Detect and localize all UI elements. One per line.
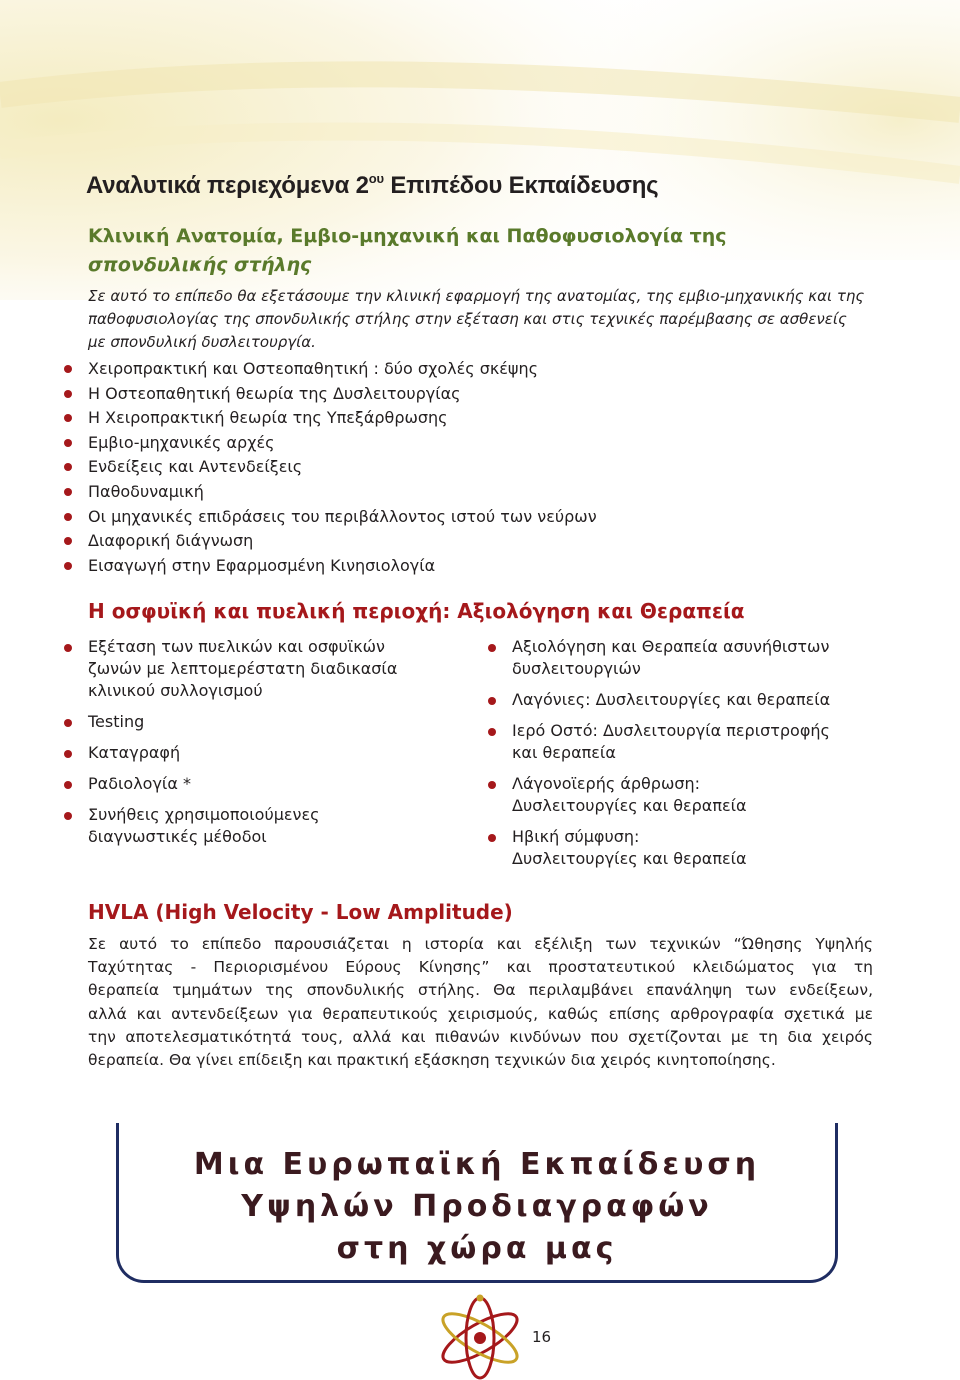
section-title-lumbar-pelvic: Η οσφυϊκή και πυελική περιοχή: Αξιολόγηση και Θεραπεία — [88, 599, 745, 623]
list-item: Ιερό Οστό: Δυσλειτουργία περιστροφής και θεραπεία — [488, 720, 908, 764]
section-intro: Σε αυτό το επίπεδο θα εξετάσουμε την κλινική εφαρμογή της ανατομίας, της εμβιο-μηχανικής και της παθοφυσιολογίας της σπονδυλικής στήλης στην εξέταση και στις τεχνικές παρέμβασης σε ασθενείς με σπονδυλική δυσλειτουργία. — [88, 287, 865, 351]
list-item: Αξιολόγηση και Θεραπεία ασυνήθιστων δυσλειτουργιών — [488, 636, 908, 680]
list-item: Η Χειροπρακτική θεωρία της Υπεξάρθρωσης — [64, 406, 597, 431]
list-item: Εξέταση των πυελικών και οσφυϊκών ζωνών με λεπτομερέστατη διαδικασία κλινικού συλλογισμού — [64, 636, 454, 702]
page-number: 16 — [532, 1328, 552, 1346]
section-title-hvla: HVLA (High Velocity - Low Amplitude) — [88, 900, 513, 924]
banner-slogan: Μια Ευρωπαϊκή Εκπαίδευση Υψηλών Προδιαγραφών στη χώρα μας — [193, 1147, 761, 1266]
lumbar-left-list — [64, 636, 454, 857]
page-title: Αναλυτικά περιεχόμενα $2^{o\upsilon}$ Επιπέδου Εκπαίδευσης — [86, 171, 659, 199]
list-item: Χειροπρακτική και Οστεοπαθητική : δύο σχολές σκέψης — [64, 357, 597, 382]
list-item: Λάγονοϊερής άρθρωση: Δυσλειτουργίες και θεραπεία — [488, 773, 908, 817]
section-title-anatomy: Κλινική Ανατομία, Εμβιο-μηχανική και Παθοφυσιολογία της σπονδυλικής στήλης — [88, 225, 727, 276]
hvla-paragraph: Σε αυτό το επίπεδο παρουσιάζεται η ιστορία και εξέλιξη των τεχνικών “Ώθησης Υψηλής Ταχύτητας - Περιορισμένου Εύρους Κίνησης” και προστατευτικού κλειδώματος για τη θεραπεία τμημάτων της σπονδυλικής στήλης. Θα περιλαμβάνει επανάληψη των ενδείξεων, αλλά και αντενδείξεων για θεραπευτικούς χειρισμούς, καθώς επίσης αρθρογραφία σχετικά με την αποτελεσματικότητά τους, αλλά και πιθανών κινδύνων που σχετίζονται με τη δια χειρός θεραπεία. Θα γίνει επίδειξη και πρακτική εξάσκηση τεχνικών δια χειρός κινητοποίησης. — [88, 935, 873, 1070]
list-item: Ραδιολογία * — [64, 773, 454, 795]
list-item: Testing — [64, 711, 454, 733]
list-item: Καταγραφή — [64, 742, 454, 764]
list-item: Συνήθεις χρησιμοποιούμενες διαγνωστικές μέθοδοι — [64, 804, 454, 848]
anatomy-topic-list — [64, 357, 597, 578]
list-item: Λαγόνιες: Δυσλειτουργίες και θεραπεία — [488, 689, 908, 711]
list-item: Διαφορική διάγνωση — [64, 529, 597, 554]
list-item: Εμβιο-μηχανικές αρχές — [64, 431, 597, 456]
list-item: Παθοδυναμική — [64, 480, 597, 505]
list-item: Η Οστεοπαθητική θεωρία της Δυσλειτουργίας — [64, 382, 597, 407]
atom-logo-icon — [430, 1280, 530, 1380]
list-item: Ηβική σύμφυση: Δυσλειτουργίες και θεραπεία — [488, 826, 908, 870]
lumbar-right-list — [488, 636, 908, 879]
list-item: Εισαγωγή στην Εφαρμοσμένη Κινησιολογία — [64, 554, 597, 579]
list-item: Ενδείξεις και Αντενδείξεις — [64, 455, 597, 480]
list-item: Οι μηχανικές επιδράσεις του περιβάλλοντος ιστού των νεύρων — [64, 505, 597, 530]
